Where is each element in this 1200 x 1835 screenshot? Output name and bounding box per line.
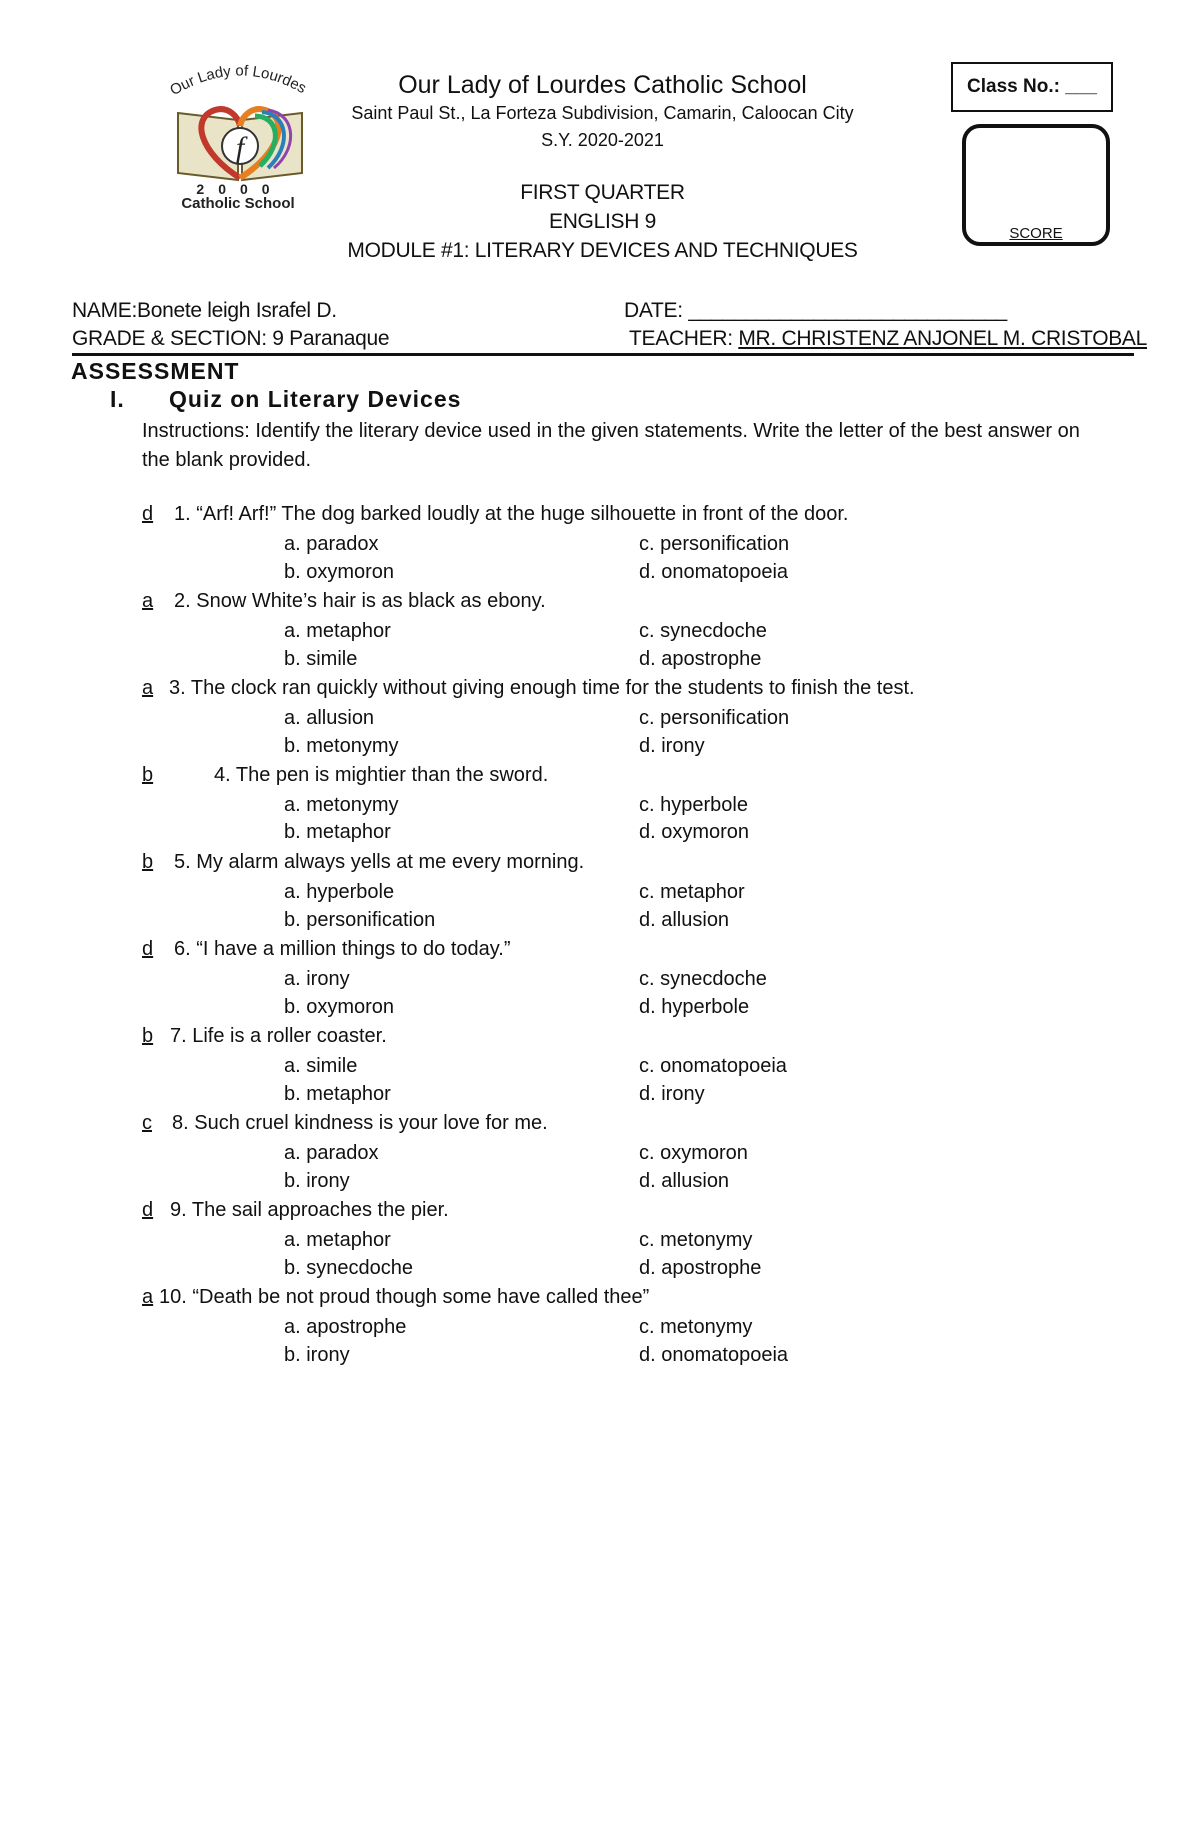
option-b: b. irony (284, 1170, 350, 1192)
question-stem (142, 1025, 387, 1048)
question-text: 9. The sail approaches the pier. (170, 1199, 449, 1221)
option-c: c. hyperbole (639, 794, 748, 816)
logo-year: 2000 (196, 181, 284, 197)
option-d: d. apostrophe (639, 648, 762, 670)
option-d: d. irony (639, 1083, 705, 1105)
option-a: a. metaphor (284, 620, 391, 642)
answer-blank: a (142, 677, 154, 699)
school-name: Our Lady of Lourdes Catholic School (398, 71, 807, 99)
question-stem (142, 1112, 548, 1135)
question-text: 10. “Death be not proud though some have called thee” (159, 1286, 650, 1308)
option-c: c. metaphor (639, 881, 745, 903)
option-a: a. hyperbole (284, 881, 395, 903)
logo-text-bottom: Catholic School (181, 195, 295, 208)
svg-text:f: f (235, 131, 245, 164)
option-c: c. onomatopoeia (639, 1055, 787, 1077)
option-b: b. synecdoche (284, 1257, 413, 1279)
option-d: d. oxymoron (639, 821, 750, 843)
grade-section: GRADE & SECTION: 9 Paranaque (72, 327, 390, 350)
subject-heading: ENGLISH 9 (548, 210, 656, 233)
teacher-field (629, 327, 1147, 351)
option-d: d. hyperbole (639, 996, 750, 1018)
school-address: Saint Paul St., La Forteza Subdivision, Camarin, Caloocan City (351, 103, 854, 123)
option-b: b. metaphor (284, 821, 391, 843)
option-a: a. paradox (284, 533, 379, 555)
option-b: b. metonymy (284, 735, 399, 757)
answer-blank: a (142, 1286, 154, 1308)
answer-blank: d (142, 1199, 154, 1221)
score-label: SCORE (1009, 225, 1063, 242)
option-b: b. personification (284, 909, 436, 931)
question-stem (142, 677, 915, 700)
answer-blank: d (142, 938, 154, 960)
question-stem (142, 938, 510, 961)
option-c: c. synecdoche (639, 620, 767, 642)
answer-blank: d (142, 503, 154, 525)
quarter-heading: FIRST QUARTER (520, 181, 685, 204)
question-text: 6. “I have a million things to do today.” (174, 938, 511, 960)
question-stem (142, 590, 546, 613)
student-name: NAME:Bonete leigh Israfel D. (72, 299, 337, 322)
teacher-name: MR. CHRISTENZ ANJONEL M. CRISTOBAL (738, 327, 1148, 350)
option-d: d. allusion (639, 909, 730, 931)
option-a: a. apostrophe (284, 1316, 407, 1338)
option-a: a. metonymy (284, 794, 399, 816)
option-a: a. irony (284, 968, 350, 990)
option-d: d. allusion (639, 1170, 730, 1192)
instructions: Instructions: Identify the literary device used in the given statements. Write the letter of the best answer on the blank provided. (142, 420, 1080, 471)
question-text: 4. The pen is mightier than the sword. (214, 764, 549, 786)
question-text: 5. My alarm always yells at me every morning. (174, 851, 585, 873)
option-a: a. allusion (284, 707, 375, 729)
option-d: d. onomatopoeia (639, 561, 789, 583)
answer-blank: b (142, 1025, 154, 1047)
question-text: 2. Snow White’s hair is as black as ebony. (174, 590, 546, 612)
option-c: c. oxymoron (639, 1142, 748, 1164)
question-text: 3. The clock ran quickly without giving enough time for the students to finish the test. (169, 677, 915, 699)
question-text: 7. Life is a roller coaster. (170, 1025, 387, 1047)
section-number: I. (110, 386, 125, 412)
question-stem (142, 1286, 649, 1309)
answer-blank: b (142, 764, 154, 786)
option-a: a. metaphor (284, 1229, 391, 1251)
answer-blank: c (142, 1112, 152, 1134)
option-a: a. simile (284, 1055, 358, 1077)
option-c: c. synecdoche (639, 968, 767, 990)
question-stem (142, 851, 584, 874)
option-b: b. irony (284, 1344, 350, 1366)
option-a: a. paradox (284, 1142, 379, 1164)
module-heading: MODULE #1: LITERARY DEVICES AND TECHNIQUES (347, 239, 858, 262)
class-number-label: Class No.: ___ (967, 76, 1097, 97)
option-c: c. metonymy (639, 1316, 753, 1338)
option-b: b. oxymoron (284, 996, 395, 1018)
option-b: b. simile (284, 648, 358, 670)
class-number-box (951, 62, 1113, 112)
option-b: b. metaphor (284, 1083, 391, 1105)
teacher-label: TEACHER: (629, 327, 739, 350)
question-text: 8. Such cruel kindness is your love for me. (172, 1112, 548, 1134)
header-divider (72, 353, 1134, 356)
option-d: d. apostrophe (639, 1257, 762, 1279)
question-stem (142, 503, 849, 526)
option-c: c. personification (639, 707, 790, 729)
section-heading (110, 386, 461, 413)
section-title: Quiz on Literary Devices (169, 386, 462, 412)
question-stem (142, 1199, 449, 1222)
school-year: S.Y. 2020-2021 (541, 130, 664, 150)
option-c: c. personification (639, 533, 790, 555)
question-text: 1. “Arf! Arf!” The dog barked loudly at the huge silhouette in front of the door. (174, 503, 849, 525)
option-b: b. oxymoron (284, 561, 395, 583)
logo-text-top: Our Lady of Lourdes (167, 62, 310, 100)
answer-blank: a (142, 590, 154, 612)
answer-blank: b (142, 851, 154, 873)
option-d: d. onomatopoeia (639, 1344, 789, 1366)
assessment-title: ASSESSMENT (71, 358, 240, 384)
question-stem (142, 764, 548, 787)
option-c: c. metonymy (639, 1229, 753, 1251)
date-field: DATE: ____________________________ (624, 299, 1007, 322)
option-d: d. irony (639, 735, 705, 757)
